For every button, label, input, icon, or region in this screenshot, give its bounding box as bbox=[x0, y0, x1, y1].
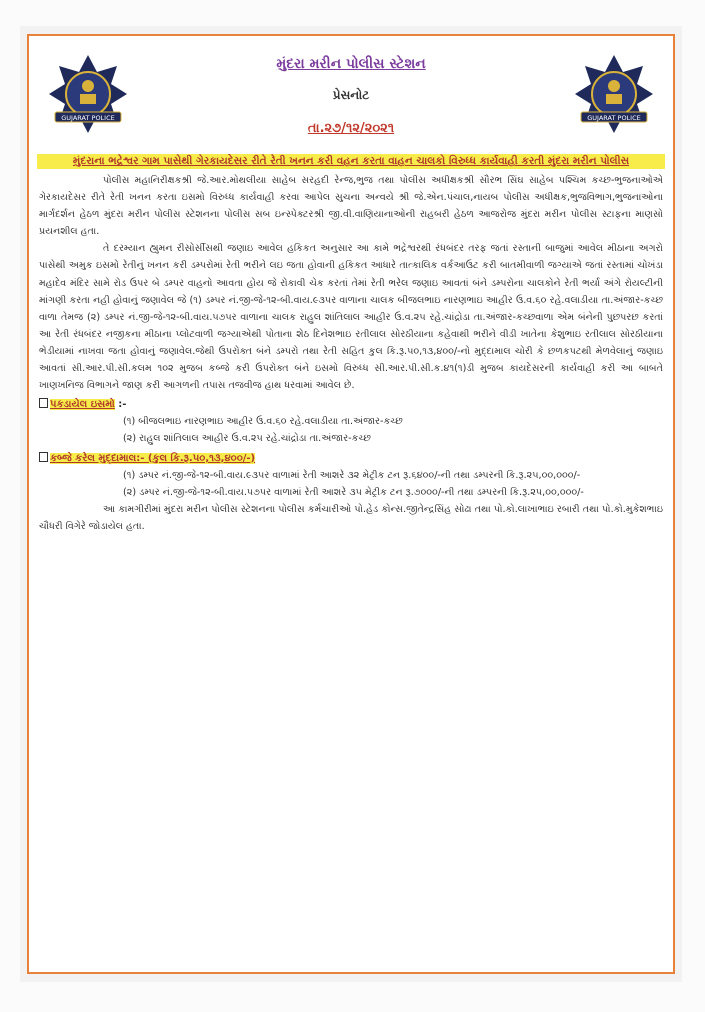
headline: મુંદરાના ભદ્રેશ્વર ગામ પાસેથી ગેરકાયદેસર રીતે રેતી ખનન કરી વહન કરતા વાહન ચાલકો વિરુધ્ધ કાર્યવાહી કરતી મુંદરા મરીન પોલીસ bbox=[37, 154, 665, 169]
arrested-item-2: (૨) રાહુલ શાંતિલાલ આહીર ઉ.વ.૨૫ રહે.ચાંદ્રોડા તા.અંજાર-કચ્છ bbox=[123, 433, 371, 445]
press-note-page bbox=[27, 34, 675, 974]
seized-section-heading bbox=[39, 450, 663, 467]
paragraph-details: તે દરમ્યાન હ્યુમન રીસોર્સીસથી જણાઇ આવેલ હકિકત અનુસાર આ કામે ભદ્રેશ્વરથી રંધબંદર તરફ જતાં રસ્તાની બાજુમાં આવેલ મીઠાના અગરો પાસેથી અમુક ઇસમો રેતીનું ખનન કરી ડમ્પરોમાં રેતી ભરીને લઇ જતા હોવાની હકિકત આધારે તાત્કાલિક વર્કઆઉટ કરી બાતમીવાળી જગ્યાએ જતાં રસ્તામાં ચોખંડા મહાદેવ મંદિર સામે રોડ ઉપર બે ડમ્પર વાહનો આવતા હોય જે રોકાવી ચેક કરતાં તેમાં રેતી ભરેલ જણાઇ આવતાં બંને ડમ્પરોના ચાલકોને રેતી ભર્યા અંગે રોયલ્ટીની માંગણી કરતા નહી હોવાનું જણાવેલ જે (૧) ડમ્પર નં.જી-જે-૧૨-બી.વાય.૯૩૫ર વાળાના ચાલક બીજલભાઇ નારણભાઇ આહીર ઉ.વ.૬૦ રહે.વલાડીયા તા.અંજાર-કચ્છ વાળા તેમજ (૨) ડમ્પર નં.જી-જે-૧૨-બી.વાય.૫૭૫ર વાળાના ચાલક રાહુલ શાંતિલાલ આહીર ઉ.વ.૨૫ રહે.ચાંદ્રોડા તા.અંજાર-કચ્છવાળા એમ બંનેની પુછપરછ કરતાં આ રેતી રંધબંદર નજીકના મીઠાના પ્લોટવાળી જગ્યાએથી પોતાના શેઠ દિનેશભાઇ રતીલાલ સોરઠીયાના કહેવાથી ભરીને વીડી ખાતેના કેશુભાઇ રતીલાલ સોરઠીયાના ભેડીયામાં નાખવા જતા હોવાનું જણાવેલ.જેથી ઉપરોક્ત બંને ડમ્પરો તથા રેતી સહિત કુલ કિ.રૂ.૫૦,૧૩,૪૦૦/-નો મુદ્દામાલ ચોરી કે છળકપટથી મેળવેલાનું જણાઇ આવતાં સી.આર.પી.સી.કલમ ૧૦૨ મુજબ કબ્જે કરી ઉપરોક્ત બંને ઇસમો વિરુધ્ધ સી.આર.પી.સી.ક.૪૧(૧)ડી મુજબ કાયદેસરની કાર્યવાહી કરી આ બાબતે ખાણખનિજ વિભાગને જાણ કરી આગળની તપાસ તજવીજ હાથ ધરવામાં આવેલ છે. bbox=[39, 243, 663, 392]
paragraph-intro: પોલીસ મહાનિરીક્ષકશ્રી જે.આર.મોથલીયા સાહેબ સરહદી રેન્જ,ભુજ તથા પોલીસ અધીક્ષકશ્રી સૌરભ સિંઘ સાહેબ પશ્ચિમ કચ્છ-ભુજનાઓએ ગેરકાયદેસર રીતે રેતી ખનન કરતા ઇસમો વિરુધ્ધ કાર્યવાહી કરવા આપેલ સુચના અન્વયે શ્રી જે.એન.પંચાલ,નાયબ પોલીસ અધીક્ષક,ભુજવિભાગ,ભુજનાઓના માર્ગદર્શન હેઠળ મુંદરા મરીન પોલીસ સ્ટેશનના પોલીસ સબ ઇન્સ્પેક્ટરશ્રી જી.વી.વાણિયાનાઓની રાહબરી હેઠળ આજરોજ મુંદરા મરીન પોલીસ સ્ટાફના માણસો પ્રયનશીલ હતા. bbox=[39, 175, 663, 238]
paragraph-closing: આ કામગીરીમાં મુંદરા મરીન પોલીસ સ્ટેશનના પોલીસ કર્મચારીઓ પો.હેડ કોન્સ.જીતેન્દ્રસિંહ સોઢા તથા પો.કો.લાખાભાઇ રબારી તથા પો.કો.મુકેશભાઇ ચૌધરી વિગેરે જોડાયેલ હતા. bbox=[39, 503, 663, 532]
arrested-heading: પકડાયેલ ઇસમો bbox=[50, 399, 115, 411]
arrested-section-heading bbox=[39, 396, 663, 413]
seized-item-1: (૧) ડમ્પર નં.જી-જે-૧૨-બી.વાય.૯૩૫ર વાળામાં રેતી આશરે ૩૨ મેટ્રીક ટન રૂ.૬૪૦૦/-ની તથા ડમ્પરની કિ.રૂ.૨૫,૦૦,૦૦૦/- bbox=[123, 469, 581, 481]
arrested-item-1: (૧) બીજલભાઇ નારણભાઇ આહીર ઉ.વ.૬૦ રહે.વલાડીયા તા.અંજાર-કચ્છ bbox=[123, 416, 403, 428]
emblem-caption-right: GUJARAT POLICE bbox=[587, 114, 641, 122]
seized-heading: કબ્જે કરેલ મુદ્દામાલ:- (કુલ કિ.રૂ.૫૦,૧૩,૪૦૦/-) bbox=[50, 452, 256, 464]
press-note-date: તા.૨૭/૧૨/૨૦૨૧ bbox=[307, 121, 395, 136]
document-type: પ્રેસનોટ bbox=[332, 88, 370, 102]
checkbox-glyph-icon bbox=[39, 452, 48, 462]
station-name: મુંદરા મરીન પોલીસ સ્ટેશન bbox=[276, 56, 426, 72]
seized-item-2: (૨) ડમ્પર નં.જી-જે-૧૨-બી.વાય.૫૭૫ર વાળામાં રેતી આશરે ૩૫ મેટ્રીક ટન રૂ.૭૦૦૦/-ની તથા ડમ્પરની કિ.રૂ.૨૫,૦૦,૦૦૦/- bbox=[123, 486, 584, 498]
emblem-caption-left: GUJARAT POLICE bbox=[61, 114, 115, 122]
checkbox-glyph-icon bbox=[39, 398, 48, 408]
arrested-heading-suffix: :- bbox=[114, 399, 127, 411]
press-note-body bbox=[39, 172, 663, 535]
